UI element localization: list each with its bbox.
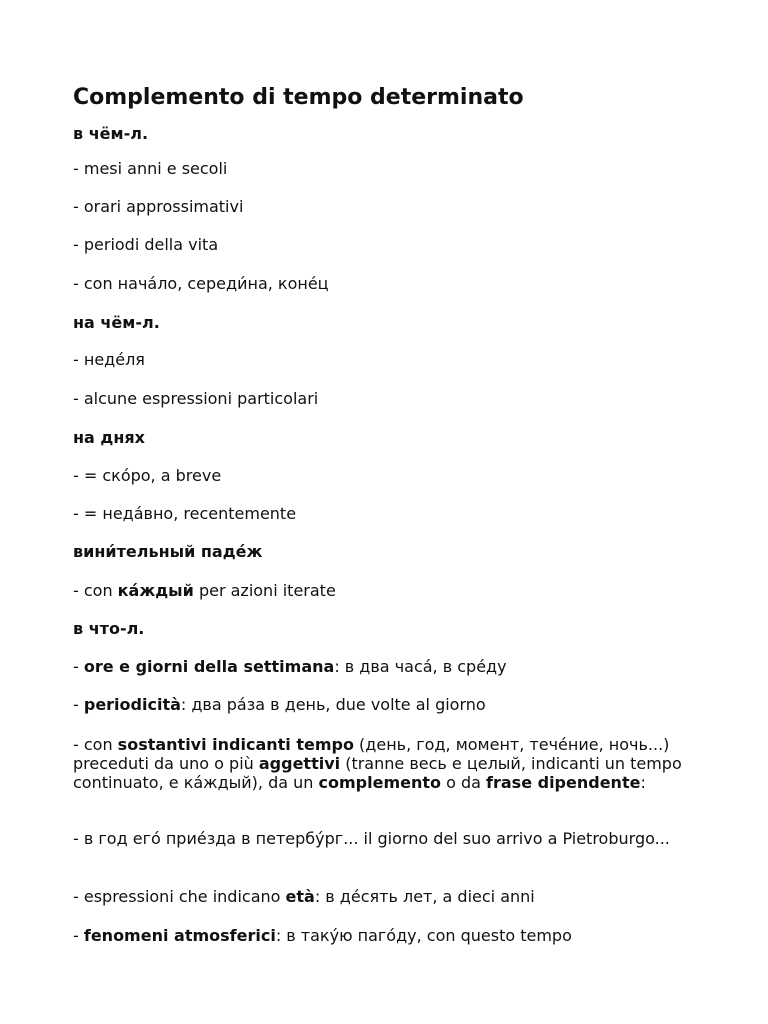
section-heading-v-chem: в чём-л. bbox=[73, 124, 149, 143]
bold-term: complemento bbox=[318, 773, 441, 792]
paragraph bbox=[73, 735, 683, 792]
list-item: - неде́ля bbox=[73, 350, 145, 369]
list-item bbox=[73, 504, 296, 524]
list-item-text: : в таку́ю паго́ду, con questo tempo bbox=[275, 926, 572, 945]
bold-term: aggettivi bbox=[258, 754, 341, 773]
paragraph: - в год его́ прие́зда в петербу́рг... il giorno del suo arrivo a Pietroburgo... bbox=[73, 829, 670, 848]
list-item-text: per azioni iterate bbox=[193, 581, 336, 600]
paragraph-text: : bbox=[640, 773, 646, 792]
bold-term: fenomeni atmosferici bbox=[83, 926, 276, 945]
bold-term: periodicità bbox=[83, 695, 181, 714]
dash-text: - bbox=[73, 657, 84, 676]
section-heading-v-chto: в что-л. bbox=[73, 619, 145, 638]
dash-text: - bbox=[73, 926, 84, 945]
dash-text: - bbox=[73, 695, 84, 714]
list-item-text: неда́вно, recentemente bbox=[102, 504, 297, 523]
list-item bbox=[73, 466, 221, 486]
section-heading-na-dnyakh: на днях bbox=[73, 428, 145, 447]
list-item bbox=[73, 926, 572, 946]
bold-term: ore e giorni della settimana bbox=[83, 657, 335, 676]
paragraph-text: (день, год, момент, тече́ние, ночь...) preceduti da uno o più bbox=[73, 735, 670, 773]
list-item bbox=[73, 695, 486, 715]
dash-eq-text: - = bbox=[73, 504, 103, 523]
list-item bbox=[73, 581, 336, 601]
list-item-text: : два ра́за в день, due volte al giorno bbox=[180, 695, 486, 714]
list-item bbox=[73, 657, 507, 677]
list-item-text: : в де́сять лет, a dieci anni bbox=[314, 887, 535, 906]
list-item: - periodi della vita bbox=[73, 235, 219, 254]
list-item-text: ско́ро, a breve bbox=[102, 466, 222, 485]
list-item: - orari approssimativi bbox=[73, 197, 244, 216]
bold-term: frase dipendente bbox=[486, 773, 641, 792]
paragraph-text: (tranne весь e целый, indicanti un tempo continuato, e ка́ждый), da un bbox=[73, 754, 682, 792]
bold-term: sostantivi indicanti tempo bbox=[117, 735, 354, 754]
dash-eq-text: - = bbox=[73, 466, 103, 485]
section-heading-na-chem: на чём-л. bbox=[73, 313, 160, 332]
list-item-text: : в два часа́, в сре́ду bbox=[334, 657, 507, 676]
list-item: - alcune espressioni particolari bbox=[73, 389, 319, 408]
list-item: - mesi anni e secoli bbox=[73, 159, 228, 178]
paragraph-text: - con bbox=[73, 735, 118, 754]
list-item-text: - con bbox=[73, 581, 118, 600]
list-item bbox=[73, 887, 535, 907]
section-heading-vinitelny: вини́тельный паде́ж bbox=[73, 542, 263, 561]
bold-term: età bbox=[285, 887, 315, 906]
paragraph-text: o da bbox=[441, 773, 487, 792]
bold-term: ка́ждый bbox=[117, 581, 194, 600]
list-item: - con нача́ло, середи́на, коне́ц bbox=[73, 274, 329, 293]
page-title: Complemento di tempo determinato bbox=[73, 85, 524, 110]
list-item-text: - espressioni che indicano bbox=[73, 887, 286, 906]
